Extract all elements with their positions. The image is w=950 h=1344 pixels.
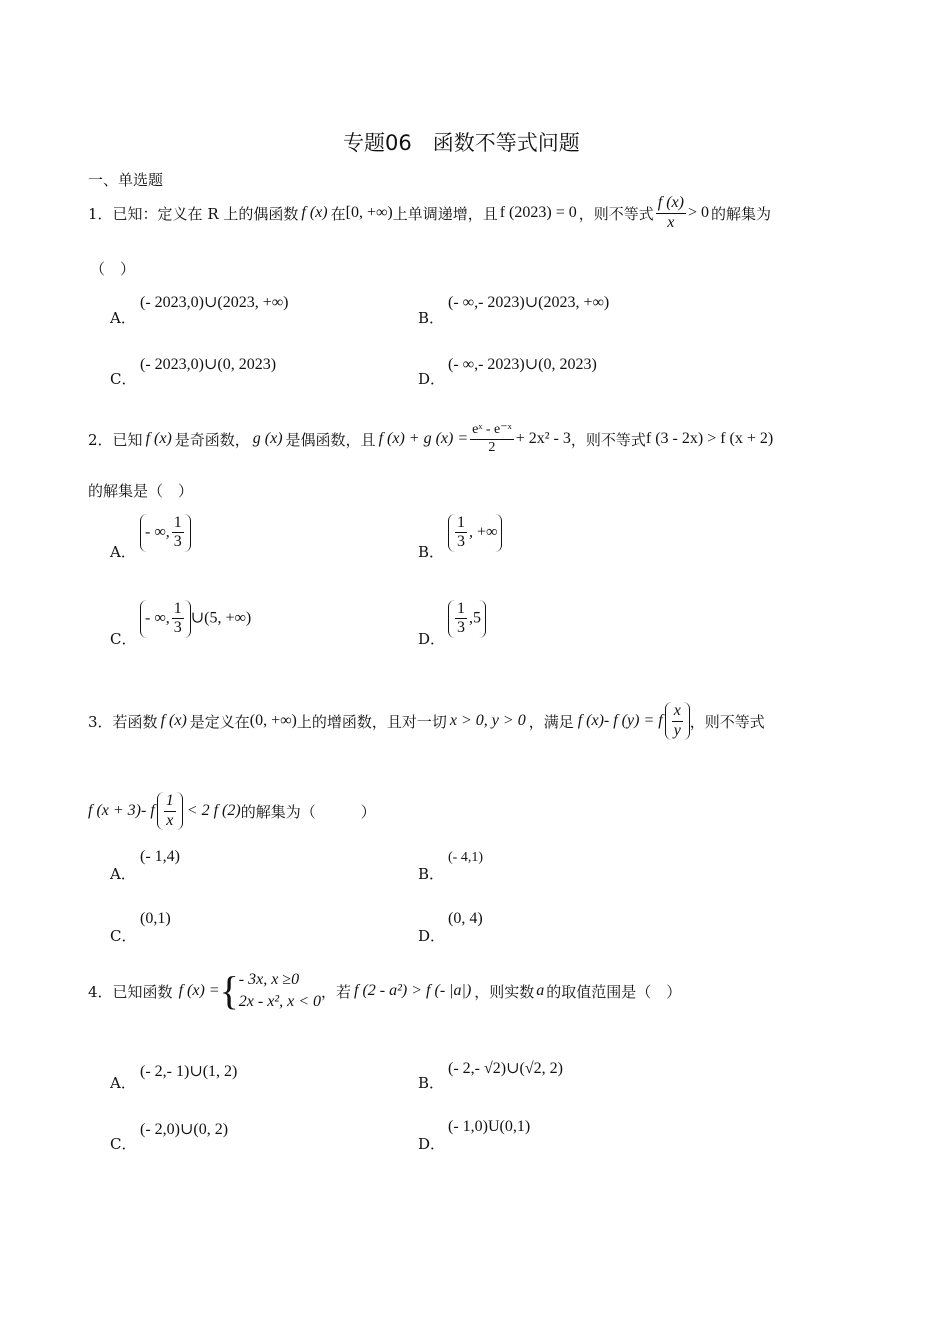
option-c[interactable]: (- 2023,0)∪(0, 2023) xyxy=(140,356,277,373)
question-text: 已知函数 xyxy=(112,982,173,1001)
math-expr: - ∞, xyxy=(145,609,170,627)
math-expr: f (2 - a²) > f (- |a|) xyxy=(354,982,472,999)
fraction-denominator: 3 xyxy=(173,619,182,637)
math-expr: f (3 - 2x) > f (x + 2) xyxy=(645,430,774,447)
fraction-numerator: f (x) xyxy=(656,194,686,213)
fraction-denominator: 3 xyxy=(457,619,465,637)
fraction-denominator: 3 xyxy=(173,533,182,551)
question-text: 的取值范围是（ ） xyxy=(546,982,682,1001)
question-text: 的解集为 xyxy=(710,204,771,223)
fraction-numerator: eˣ - e⁻ˣ xyxy=(470,422,514,439)
question-text: 已知：定义在 R 上的偶函数 xyxy=(112,204,299,223)
option-b-label[interactable]: B． xyxy=(418,865,445,883)
question-1-stem xyxy=(88,190,771,236)
question-text: ，则实数 xyxy=(474,982,535,1001)
question-text: ，则不等式 xyxy=(689,712,765,731)
math-expr: x > 0, y > 0 xyxy=(449,712,526,729)
fraction-group xyxy=(157,792,183,830)
fraction-denominator: 3 xyxy=(457,533,465,551)
question-text: 的解集是（ ） xyxy=(88,482,194,500)
question-text: 若函数 xyxy=(112,712,158,731)
fraction-denominator: x xyxy=(166,811,174,829)
math-expr: f (x) = xyxy=(178,982,220,999)
option-c-label[interactable]: C． xyxy=(110,630,137,648)
math-expr: f (2023) = 0 xyxy=(499,204,577,221)
fraction-numerator: x xyxy=(672,702,683,721)
fraction-numerator: 1 xyxy=(455,600,467,619)
question-text: ，满足 xyxy=(528,712,574,731)
fraction-denominator: y xyxy=(673,721,681,739)
math-expr: ∪(5, +∞) xyxy=(190,609,252,627)
option-d[interactable]: (- ∞,- 2023)∪(0, 2023) xyxy=(448,356,597,373)
option-d-label[interactable]: D． xyxy=(418,927,446,945)
question-text: 上单调递增，且 xyxy=(392,204,498,223)
question-text: 在 xyxy=(330,204,346,223)
fraction-numerator: 1 xyxy=(172,600,184,619)
page-title: 专题06 函数不等式问题 xyxy=(343,131,580,155)
question-text: 已知 xyxy=(112,430,143,449)
option-a-label[interactable]: A． xyxy=(110,543,136,561)
option-d-label[interactable]: D． xyxy=(418,370,446,388)
math-expr: (0, +∞) xyxy=(249,712,297,729)
math-expr: f (x) xyxy=(160,712,187,729)
fraction-numerator: 1 xyxy=(172,514,184,533)
option-a-label[interactable]: A． xyxy=(110,865,136,883)
fraction xyxy=(470,422,514,455)
fraction-denominator: 2 xyxy=(488,439,496,455)
question-number: 4． xyxy=(88,982,113,1001)
option-b[interactable]: (- 4,1) xyxy=(448,850,483,865)
question-text: 上的增函数，且对一切 xyxy=(296,712,447,731)
math-expr: < 2 f (2) xyxy=(186,802,241,819)
option-b[interactable] xyxy=(448,514,502,552)
option-c[interactable] xyxy=(140,600,251,638)
question-3-inequality xyxy=(88,786,376,836)
option-a[interactable] xyxy=(140,514,191,552)
option-d[interactable] xyxy=(448,600,486,638)
option-b-label[interactable]: B． xyxy=(418,1074,445,1092)
question-2-stem xyxy=(88,416,773,462)
question-3-stem xyxy=(88,696,765,746)
math-expr: , +∞ xyxy=(469,523,498,541)
math-expr: f (x) xyxy=(301,204,328,221)
option-a-label[interactable]: A． xyxy=(110,309,136,327)
option-d[interactable]: (- 1,0)U(0,1) xyxy=(448,1118,531,1135)
case-1: - 3x, x ≥0 xyxy=(238,971,300,989)
option-d[interactable]: (0, 4) xyxy=(448,910,483,927)
option-c[interactable]: (- 2,0)∪(0, 2) xyxy=(140,1121,229,1138)
piecewise-cases xyxy=(239,969,321,1012)
option-d-label[interactable]: D． xyxy=(418,1135,446,1153)
question-text: ，则不等式 xyxy=(570,430,646,449)
option-b-label[interactable]: B． xyxy=(418,309,445,327)
fraction-numerator: 1 xyxy=(164,792,176,811)
question-text: ，则不等式 xyxy=(578,204,654,223)
option-c-label[interactable]: C． xyxy=(110,370,137,388)
case-2: 2x - x², x < 0 xyxy=(238,993,321,1010)
math-expr: f (x) xyxy=(145,430,172,447)
question-text: 是奇函数， xyxy=(174,430,250,449)
option-d-label[interactable]: D． xyxy=(418,630,446,648)
math-expr: g (x) xyxy=(252,430,283,447)
fraction xyxy=(656,194,686,232)
math-expr: - ∞, xyxy=(145,523,170,541)
question-number: 1． xyxy=(88,204,113,223)
option-a[interactable]: (- 1,4) xyxy=(140,848,180,865)
math-expr: f (x + 3)- f xyxy=(88,802,155,819)
question-text: ，若 xyxy=(321,982,352,1001)
fraction-group xyxy=(665,702,690,740)
question-4-stem xyxy=(88,964,681,1018)
option-b[interactable]: (- ∞,- 2023)∪(2023, +∞) xyxy=(448,294,610,311)
math-expr: [0, +∞) xyxy=(345,204,393,221)
question-number: 2． xyxy=(88,430,113,449)
question-number: 3． xyxy=(88,712,113,731)
question-text: 是偶函数，且 xyxy=(285,430,376,449)
math-expr: a xyxy=(536,982,545,999)
option-c-label[interactable]: C． xyxy=(110,927,137,945)
option-a[interactable]: (- 2,- 1)∪(1, 2) xyxy=(140,1063,238,1080)
piecewise-brace: { xyxy=(219,968,239,1013)
option-b-label[interactable]: B． xyxy=(418,543,445,561)
fraction-numerator: 1 xyxy=(455,514,467,533)
option-b[interactable]: (- 2,- √2)∪(√2, 2) xyxy=(448,1060,563,1077)
fraction-denominator: x xyxy=(667,213,675,231)
question-text: 的解集为（ ） xyxy=(240,802,376,821)
math-expr: + 2x² - 3 xyxy=(515,430,571,447)
option-c-label[interactable]: C． xyxy=(110,1135,137,1153)
math-expr: f (x)- f (y) = f xyxy=(577,712,663,729)
option-c[interactable]: (0,1) xyxy=(140,910,171,927)
answer-paren: （ ） xyxy=(90,260,136,278)
math-expr: f (x) + g (x) = xyxy=(378,430,469,447)
math-expr: > 0 xyxy=(687,204,709,221)
math-expr: ,5 xyxy=(469,609,481,627)
section-heading: 一、单选题 xyxy=(88,171,164,189)
option-a-label[interactable]: A． xyxy=(110,1074,136,1092)
question-text: 是定义在 xyxy=(189,712,250,731)
option-a[interactable]: (- 2023,0)∪(2023, +∞) xyxy=(140,294,289,311)
